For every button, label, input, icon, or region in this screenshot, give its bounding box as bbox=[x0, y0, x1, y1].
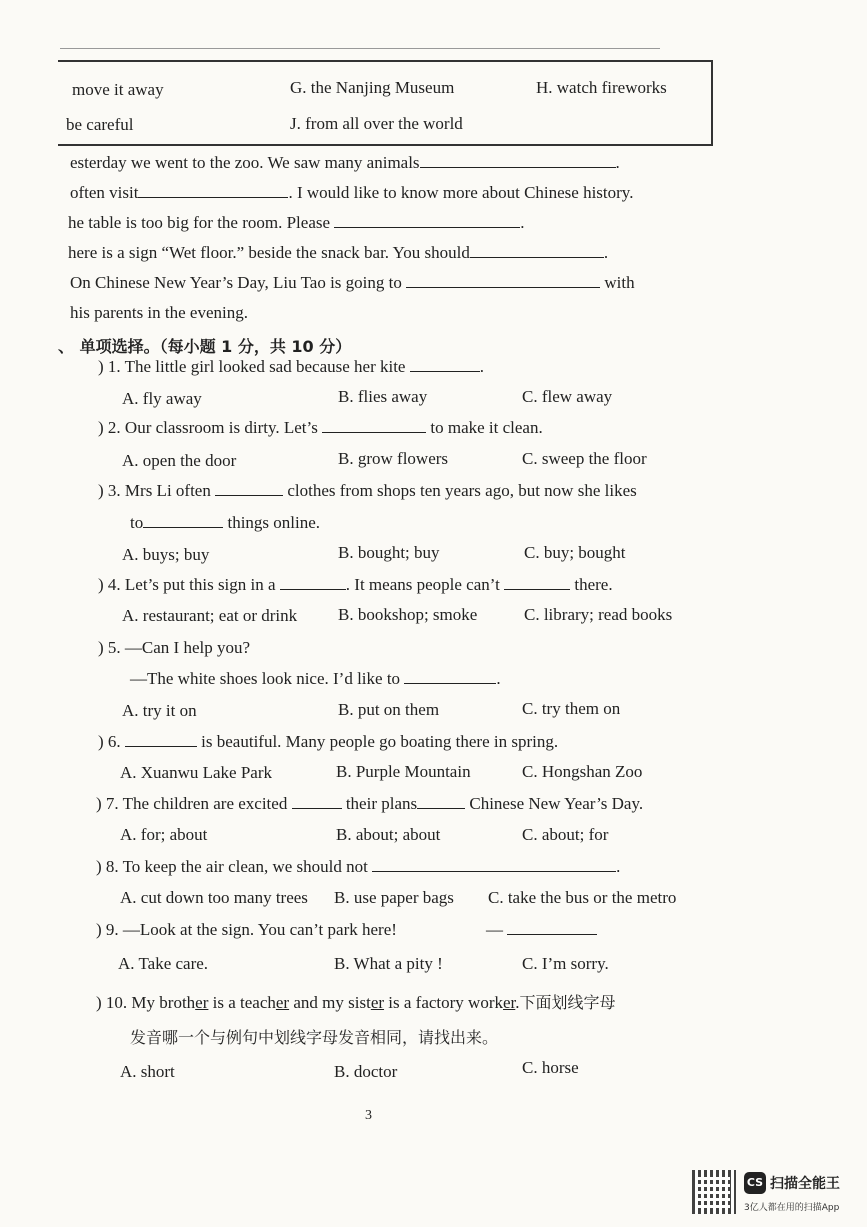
answer-blank bbox=[138, 183, 288, 198]
answer-blank bbox=[292, 794, 342, 809]
question-stem: clothes from shops ten years ago, but now she likes bbox=[287, 481, 637, 500]
answer-blank bbox=[334, 213, 520, 228]
option-a: A. try it on bbox=[122, 701, 197, 720]
scanner-brand: 扫描全能王 bbox=[770, 1176, 840, 1192]
question-3 bbox=[98, 481, 637, 501]
option-b: B. put on them bbox=[338, 700, 440, 719]
option-b: B. about; about bbox=[336, 825, 441, 844]
answer-blank bbox=[404, 669, 496, 684]
answer-blank bbox=[322, 418, 426, 433]
option-c: C. library; read books bbox=[524, 605, 673, 624]
scanner-tagline: 3亿人都在用的扫描App bbox=[744, 1203, 840, 1213]
fill-sentence-5-cont: his parents in the evening. bbox=[70, 303, 248, 322]
question-6 bbox=[98, 732, 558, 752]
question-stem: —The white shoes look nice. I’d like to bbox=[130, 669, 401, 688]
answer-blank bbox=[215, 481, 283, 496]
option-a: A. fly away bbox=[122, 389, 202, 408]
answer-blank bbox=[504, 575, 570, 590]
option-a: A. restaurant; eat or drink bbox=[122, 606, 298, 625]
answer-blank bbox=[470, 243, 604, 258]
sentence-text: with bbox=[604, 273, 635, 292]
fill-sentence-4: here is a sign “Wet floor.” beside the snack bar. You should . bbox=[68, 243, 609, 262]
question-stem: ) 6. bbox=[98, 732, 121, 751]
question-stem: ) 2. Our classroom is dirty. Let’s bbox=[98, 418, 318, 437]
option-b: B. use paper bags bbox=[334, 888, 454, 907]
question-1: ) 1. The little girl looked sad because her kite . bbox=[98, 357, 484, 376]
option-b: B. Purple Mountain bbox=[336, 762, 471, 781]
word-option: G. the Nanjing Museum bbox=[290, 78, 455, 97]
option-b: B. bought; buy bbox=[338, 543, 440, 562]
answer-blank bbox=[372, 857, 616, 872]
option-a: A. for; about bbox=[120, 825, 208, 844]
qr-code-icon bbox=[692, 1170, 736, 1214]
question-5: ) 5. —Can I help you? bbox=[98, 638, 251, 657]
question-stem: ) 3. Mrs Li often bbox=[98, 481, 211, 500]
question-10-instruction: 发音哪一个与例句中划线字母发音相同，请找出来。 bbox=[130, 1028, 499, 1047]
page-number: 3 bbox=[365, 1108, 372, 1123]
fill-sentence-1: esterday we went to the zoo. We saw many animals . bbox=[70, 153, 620, 172]
question-stem: ) 4. Let’s put this sign in a bbox=[98, 575, 276, 594]
question-stem: their plans bbox=[345, 794, 418, 813]
sentence-text: here is a sign “Wet floor.” beside the snack bar. You should bbox=[68, 243, 470, 262]
fill-sentence-5 bbox=[70, 273, 635, 293]
question-stem: to bbox=[130, 513, 144, 532]
question-7 bbox=[96, 794, 643, 814]
option-c: C. horse bbox=[522, 1058, 579, 1077]
sentence-text: often visit bbox=[70, 183, 139, 202]
question-stem: — bbox=[486, 920, 503, 939]
question-stem: ) 7. The children are excited bbox=[96, 794, 288, 813]
option-b: B. flies away bbox=[338, 387, 428, 406]
option-c: C. flew away bbox=[522, 387, 613, 406]
option-a: A. Xuanwu Lake Park bbox=[120, 763, 273, 782]
question-stem: ) 8. To keep the air clean, we should not bbox=[96, 857, 368, 876]
question-stem: is beautiful. Many people go boating there in spring. bbox=[201, 732, 559, 751]
question-9: ) 9. —Look at the sign. You can’t park here! bbox=[96, 920, 397, 939]
option-a: A. Take care. bbox=[118, 954, 209, 973]
option-c: C. sweep the floor bbox=[522, 449, 647, 468]
answer-blank bbox=[420, 153, 616, 168]
question-2 bbox=[98, 418, 543, 438]
question-8: ) 8. To keep the air clean, we should not . bbox=[96, 857, 621, 876]
camscanner-logo-icon: CS bbox=[744, 1172, 766, 1194]
option-b: B. bookshop; smoke bbox=[338, 605, 478, 624]
option-c: C. buy; bought bbox=[524, 543, 626, 562]
answer-blank bbox=[406, 273, 600, 288]
option-b: B. grow flowers bbox=[338, 449, 449, 468]
answer-blank bbox=[410, 357, 480, 372]
question-3-cont bbox=[130, 513, 320, 533]
question-5-cont: —The white shoes look nice. I’d like to . bbox=[130, 669, 501, 688]
question-stem: Chinese New Year’s Day. bbox=[469, 794, 644, 813]
sentence-text: On Chinese New Year’s Day, Liu Tao is going to bbox=[70, 273, 402, 292]
answer-blank bbox=[143, 513, 223, 528]
option-c: C. I’m sorry. bbox=[522, 954, 609, 973]
sentence-text: esterday we went to the zoo. We saw many animals bbox=[70, 153, 420, 172]
option-a: A. short bbox=[120, 1062, 175, 1081]
word-option: move it away bbox=[72, 80, 164, 99]
scanner-watermark bbox=[692, 1168, 862, 1218]
answer-blank bbox=[280, 575, 346, 590]
section-title: 、 单项选择。（每小题 1 分，共 10 分） bbox=[58, 337, 352, 356]
option-c: C. about; for bbox=[522, 825, 609, 844]
question-stem: ) 1. The little girl looked sad because her kite bbox=[98, 357, 406, 376]
question-stem: to make it clean. bbox=[430, 418, 543, 437]
fill-sentence-3: he table is too big for the room. Please . bbox=[68, 213, 525, 232]
option-a: A. cut down too many trees bbox=[120, 888, 308, 907]
option-a: A. buys; buy bbox=[122, 545, 210, 564]
option-b: B. What a pity ! bbox=[334, 954, 443, 973]
question-10: ) 10. My brother is a teacher and my sister is a factory worker.下面划线字母 bbox=[96, 993, 616, 1012]
question-9-reply bbox=[486, 920, 597, 940]
option-b: B. doctor bbox=[334, 1062, 398, 1081]
question-4 bbox=[98, 575, 613, 595]
option-a: A. open the door bbox=[122, 451, 237, 470]
fill-sentence-2 bbox=[70, 183, 633, 203]
question-stem: there. bbox=[574, 575, 613, 594]
option-c: C. try them on bbox=[522, 699, 621, 718]
answer-blank bbox=[125, 732, 197, 747]
option-c: C. take the bus or the metro bbox=[488, 888, 677, 907]
sentence-text: . I would like to know more about Chinese history. bbox=[288, 183, 634, 202]
top-rule bbox=[60, 48, 660, 49]
sentence-text: he table is too big for the room. Please bbox=[68, 213, 331, 232]
question-stem: things online. bbox=[227, 513, 321, 532]
word-option: be careful bbox=[66, 115, 134, 134]
word-option: H. watch fireworks bbox=[536, 78, 667, 97]
answer-blank bbox=[417, 794, 465, 809]
option-c: C. Hongshan Zoo bbox=[522, 762, 643, 781]
answer-blank bbox=[507, 920, 597, 935]
word-option: J. from all over the world bbox=[290, 114, 463, 133]
question-stem: . It means people can’t bbox=[345, 575, 500, 594]
